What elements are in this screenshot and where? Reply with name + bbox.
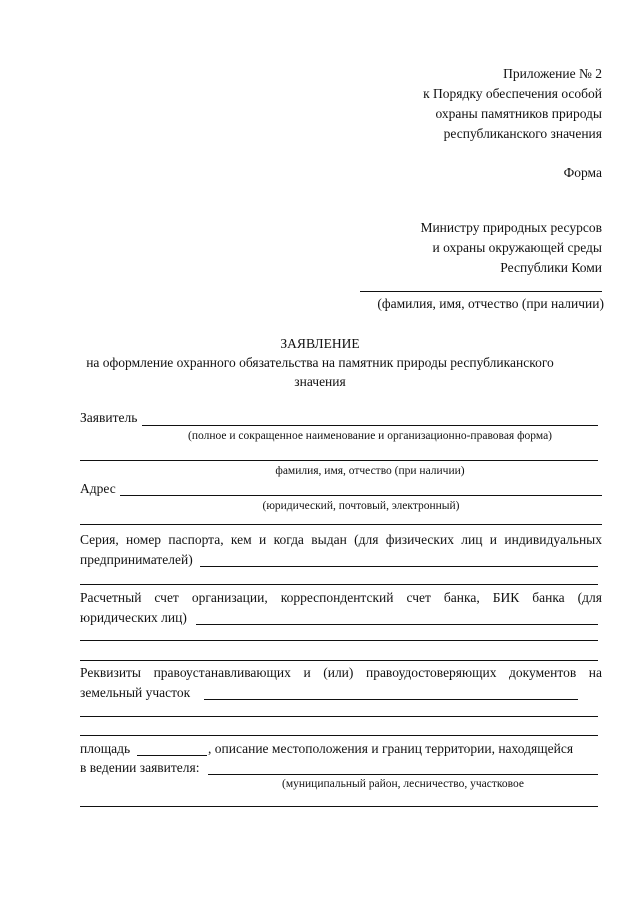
account-field-line-3[interactable] [80,660,598,661]
docs-field-line-2[interactable] [80,716,598,717]
municipal-hint: (муниципальный район, лесничество, участковое [282,778,524,790]
appendix-line-2: охраны памятников природы [435,106,602,121]
passport-field-line-2[interactable] [80,584,598,585]
appendix-line-1: к Порядку обеспечения особой [423,86,602,101]
docs-text-2: земельный участок [80,685,191,700]
area-field[interactable] [137,755,207,756]
document-title: ЗАЯВЛЕНИЕ [280,336,360,351]
area-description-text: , описание местоположения и границ территории, находящейся [208,741,574,756]
appendix-line-3: республиканского значения [443,126,602,141]
account-field-line-2[interactable] [80,640,598,641]
addressee-fio-line[interactable] [360,291,602,292]
appendix-title: Приложение № 2 [503,66,602,81]
passport-text-1: Серия, номер паспорта, кем и когда выдан (для физических лиц и индивидуальных [80,532,602,547]
management-field-line-2[interactable] [80,806,598,807]
applicant-fio-hint: фамилия, имя, отчество (при наличии) [275,465,465,477]
form-label: Форма [563,165,602,180]
passport-text-2: предпринимателей) [80,552,193,567]
passport-field[interactable] [200,566,598,567]
document-subtitle-1: на оформление охранного обязательства на памятник природы республиканского [86,355,554,370]
applicant-name-field[interactable] [142,425,598,426]
management-field[interactable] [208,774,598,775]
applicant-fio-field[interactable] [80,460,598,461]
docs-field-line-3[interactable] [80,735,598,736]
addressee-line-1: Министру природных ресурсов [420,220,602,235]
account-text-2: юридических лиц) [80,610,187,625]
document-subtitle-2: значения [294,374,346,389]
address-hint: (юридический, почтовый, электронный) [262,500,460,512]
area-label: площадь [80,741,131,756]
addressee-line-2: и охраны окружающей среды [432,240,602,255]
applicant-hint: (полное и сокращенное наименование и организационно-правовая форма) [188,430,552,442]
applicant-label: Заявитель [80,410,138,425]
docs-text-1: Реквизиты правоустанавливающих и (или) правоудостоверяющих документов на [80,665,602,680]
address-field-line-2[interactable] [80,524,602,525]
address-label: Адрес [80,481,116,496]
account-field[interactable] [196,624,598,625]
management-label: в ведении заявителя: [80,760,200,775]
addressee-line-3: Республики Коми [500,260,602,275]
addressee-fio-hint: (фамилия, имя, отчество (при наличии) [377,296,604,311]
docs-field[interactable] [204,699,578,700]
address-field[interactable] [120,495,602,496]
account-text-1: Расчетный счет организации, корреспондентский счет банка, БИК банка (для [80,590,602,605]
